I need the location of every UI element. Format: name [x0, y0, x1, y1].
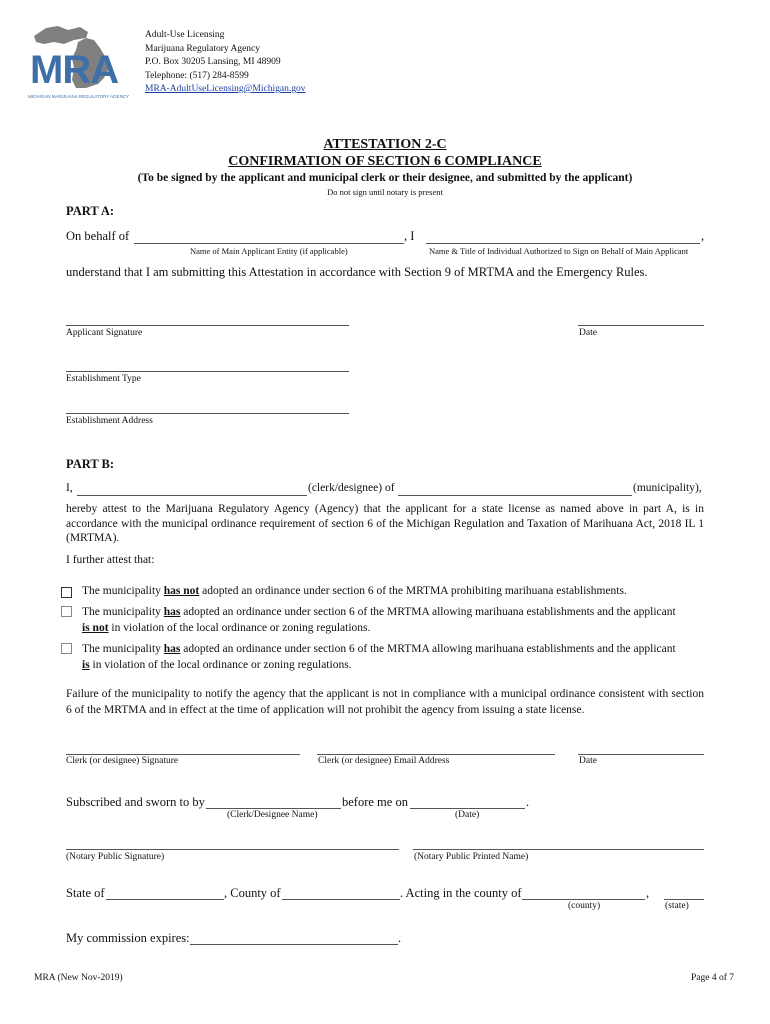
footer-page-number: Page 4 of 7 [690, 973, 734, 983]
option-text: in violation of the local ordinance or zoning regulations. [108, 622, 371, 634]
individual-caption: Name & Title of Individual Authorized to Sign on Behalf of Main Applicant [429, 246, 689, 256]
adopted-not-in-violation-checkbox[interactable] [61, 606, 72, 617]
on-behalf-of-label: On behalf of [66, 229, 130, 243]
option-emphasis: is [82, 659, 90, 671]
acting-county-field[interactable] [522, 899, 645, 900]
address-line: Marijuana Regulatory Agency [145, 43, 261, 54]
logo-text: MRA [30, 48, 119, 92]
applicant-signature-field[interactable] [66, 325, 349, 326]
failure-paragraph: Failure of the municipality to notify the agency that the applicant is not in compliance with a municipal ordinance consistent with section 6 of the MRTMA and in effect at the time of application will not prohibit the agency from issuing a state license. [66, 688, 704, 716]
further-attest-label: I further attest that: [66, 554, 155, 566]
option-adopted-not-in-violation [82, 604, 676, 636]
trailing-comma: , [701, 229, 705, 243]
acting-in-label: . Acting in the county of [400, 886, 522, 900]
establishment-type-field[interactable] [66, 371, 349, 372]
commission-date-field[interactable] [190, 944, 398, 945]
state-caption: (state) [665, 901, 689, 911]
address-line: Telephone: (517) 284-8599 [145, 70, 249, 81]
subscribed-label: Subscribed and sworn to by [66, 795, 205, 809]
option-text: in violation of the local ordinance or zoning regulations. [89, 659, 352, 671]
individual-name-field[interactable] [426, 243, 700, 244]
option-text: The municipality [82, 643, 164, 655]
option-emphasis: is not [82, 622, 109, 634]
adopted-in-violation-checkbox[interactable] [61, 643, 72, 654]
address-line: P.O. Box 30205 Lansing, MI 48909 [145, 57, 281, 67]
clerk-name-field[interactable] [77, 495, 307, 496]
agency-logo [28, 18, 128, 102]
clerk-date-field[interactable] [578, 754, 704, 755]
notary-signature-label: (Notary Public Signature) [66, 852, 165, 862]
option-emphasis: has [163, 643, 181, 655]
commission-expires-label: My commission expires: [66, 931, 190, 945]
applicant-date-label: Date [579, 328, 597, 338]
notary-signature-field[interactable] [66, 849, 399, 850]
clerk-signature-field[interactable] [66, 754, 300, 755]
part-b-heading: PART B: [66, 457, 115, 471]
municipality-field[interactable] [398, 495, 632, 496]
attestation-statement: understand that I am submitting this Attestation in accordance with Section 9 of MRTMA and the Emergency Rules. [66, 265, 648, 279]
option-text: The municipality [82, 606, 164, 618]
establishment-type-label: Establishment Type [66, 374, 141, 384]
sworn-date-field[interactable] [410, 808, 525, 809]
applicant-signature-label: Applicant Signature [66, 328, 143, 338]
acting-state-field[interactable] [664, 899, 704, 900]
municipality-label: (municipality), [633, 482, 702, 494]
clerk-designee-of-label: (clerk/designee) of [308, 482, 395, 494]
applicant-date-field[interactable] [578, 325, 704, 326]
county-caption: (county) [568, 901, 601, 911]
county-of-label: , County of [224, 886, 281, 900]
clerk-date-label: Date [579, 756, 597, 766]
logo-subtext: MICHIGAN MARIJUANA REGULATORY AGENCY [28, 94, 130, 99]
acting-comma: , [646, 886, 650, 900]
has-not-adopted-checkbox[interactable] [61, 587, 72, 598]
clerk-email-label: Clerk (or designee) Email Address [318, 756, 450, 766]
state-field[interactable] [106, 899, 224, 900]
commission-period: . [398, 931, 402, 945]
clerk-designee-name-caption: (Clerk/Designee Name) [227, 810, 318, 820]
option-text: The municipality [82, 585, 164, 597]
state-of-label: State of [66, 886, 105, 900]
establishment-address-field[interactable] [66, 413, 349, 414]
entity-name-field[interactable] [134, 243, 404, 244]
clerk-signature-label: Clerk (or designee) Signature [66, 756, 179, 766]
entity-caption: Name of Main Applicant Entity (if applicable) [190, 246, 348, 256]
form-title-line1: ATTESTATION 2-C [323, 137, 447, 152]
county-field[interactable] [282, 899, 400, 900]
form-subtitle: (To be signed by the applicant and municipal clerk or their designee, and submitted by the applicant) [137, 172, 633, 184]
notary-note: Do not sign until notary is present [327, 187, 443, 197]
comma-i-label: , I [404, 229, 415, 243]
attest-paragraph: hereby attest to the Marijuana Regulatory Agency (Agency) that the applicant for a state license as named above in part A, is in accordance with the municipal ordinance requirement of section 6 of the Michigan Regulation and Taxation of Marihuana Act, 2018 IL 1 (MRTMA). [66, 503, 704, 544]
option-text: adopted an ordinance under section 6 of the MRTMA allowing marihuana establishments and the applicant [180, 606, 676, 618]
notary-printed-name-field[interactable] [413, 849, 704, 850]
subscriber-name-field[interactable] [206, 808, 341, 809]
option-emphasis: has [163, 606, 181, 618]
agency-email-link[interactable]: MRA-AdultUseLicensing@Michigan.gov [145, 84, 306, 94]
option-adopted-in-violation [82, 641, 676, 673]
establishment-address-label: Establishment Address [66, 416, 153, 426]
option-emphasis: has not [163, 585, 200, 597]
sworn-period: . [526, 795, 530, 809]
option-text: adopted an ordinance under section 6 of the MRTMA prohibiting marihuana establishments. [199, 585, 627, 597]
sworn-date-caption: (Date) [455, 810, 480, 820]
notary-printed-name-label: (Notary Public Printed Name) [414, 852, 529, 862]
i-prefix: I, [66, 482, 73, 494]
form-title-line2: CONFIRMATION OF SECTION 6 COMPLIANCE [228, 154, 542, 169]
agency-address [145, 29, 305, 97]
form-title [0, 136, 770, 170]
part-a-heading: PART A: [66, 204, 115, 218]
before-me-on-label: before me on [342, 795, 408, 809]
footer-form-version: MRA (New Nov-2019) [34, 973, 123, 983]
clerk-email-field[interactable] [317, 754, 555, 755]
address-line: Adult-Use Licensing [145, 30, 225, 40]
option-has-not-adopted [82, 585, 627, 597]
option-text: adopted an ordinance under section 6 of the MRTMA allowing marihuana establishments and the applicant [180, 643, 676, 655]
